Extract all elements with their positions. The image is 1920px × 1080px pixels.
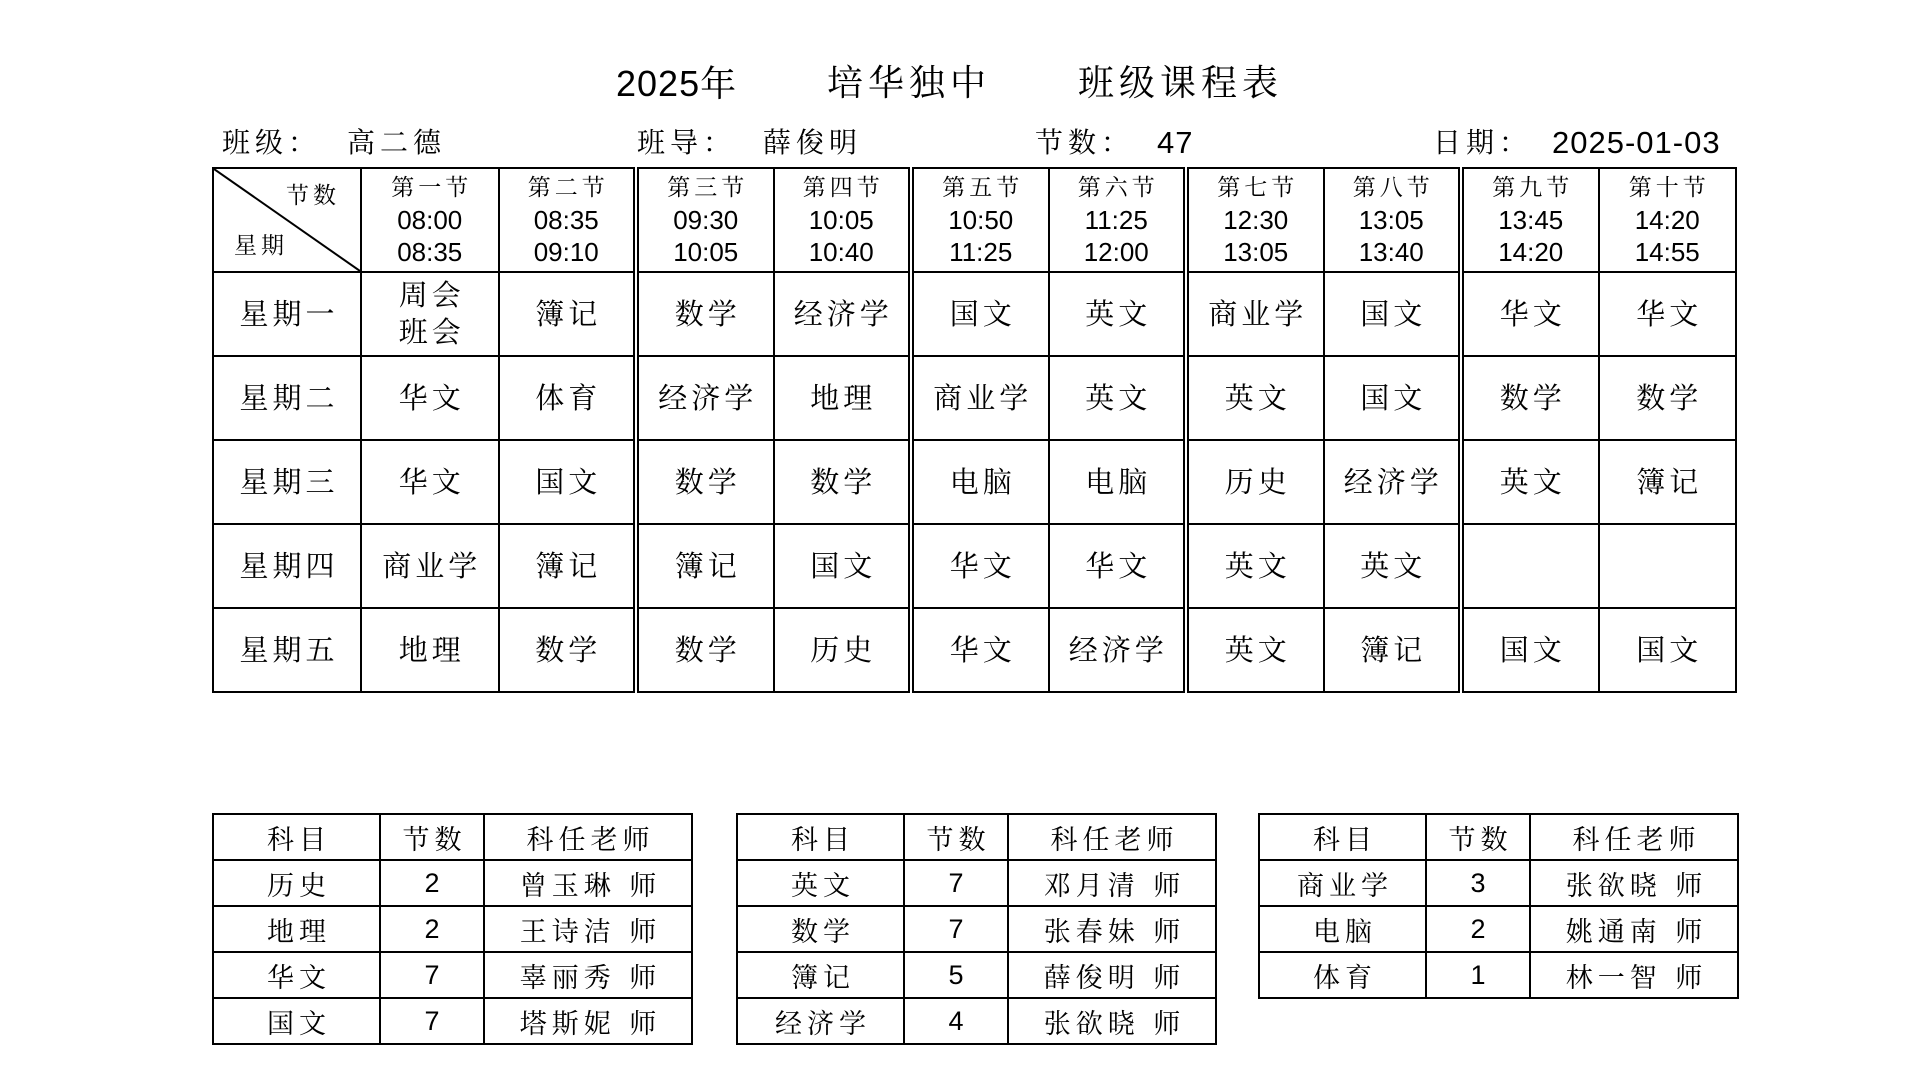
subject-table-row bbox=[213, 998, 692, 1044]
subject-cell: 经济学 bbox=[636, 356, 774, 440]
cell-teacher: 林一智 师 bbox=[1530, 952, 1738, 998]
subject-cell: 华文 bbox=[1049, 524, 1187, 608]
period-end-time: 13:40 bbox=[1358, 237, 1424, 267]
cell-subject: 体育 bbox=[1259, 952, 1426, 998]
period-header-9 bbox=[1461, 168, 1599, 272]
day-row bbox=[213, 356, 1736, 440]
header-periods: 节数 bbox=[904, 814, 1008, 860]
subject-table-row bbox=[1259, 860, 1738, 906]
cell-periods: 1 bbox=[1426, 952, 1530, 998]
subject-cell: 国文 bbox=[774, 524, 912, 608]
subject-cell: 数学 bbox=[774, 440, 912, 524]
subject-teacher-table bbox=[736, 813, 1217, 1045]
total-periods-value: 47 bbox=[1157, 125, 1194, 160]
title-school: 培华独中 bbox=[827, 63, 992, 104]
subject-table-row bbox=[213, 952, 692, 998]
subject-cell: 国文 bbox=[1599, 608, 1737, 692]
period-header-1 bbox=[361, 168, 499, 272]
period-start-time: 13:05 bbox=[1358, 205, 1424, 235]
cell-subject: 经济学 bbox=[737, 998, 904, 1044]
subject-cell: 簿记 bbox=[636, 524, 774, 608]
period-name: 第三节 bbox=[667, 175, 749, 201]
period-start-time: 08:00 bbox=[397, 205, 463, 235]
subject-table-header-row bbox=[213, 814, 692, 860]
day-label: 星期二 bbox=[213, 356, 361, 440]
subject-table-body bbox=[1259, 814, 1738, 998]
period-start-time: 14:20 bbox=[1634, 205, 1700, 235]
subject-table-header-row bbox=[737, 814, 1216, 860]
subject-cell: 华文 bbox=[361, 440, 499, 524]
cell-periods: 3 bbox=[1426, 860, 1530, 906]
subject-cell: 商业学 bbox=[911, 356, 1049, 440]
subject-cell: 历史 bbox=[1186, 440, 1324, 524]
day-label: 星期一 bbox=[213, 272, 361, 356]
cell-periods: 7 bbox=[904, 906, 1008, 952]
subject-cell: 数学 bbox=[636, 440, 774, 524]
date-value: 2025-01-03 bbox=[1552, 125, 1721, 160]
header-periods: 节数 bbox=[1426, 814, 1530, 860]
head-teacher-label: 班导： bbox=[637, 126, 737, 159]
day-row bbox=[213, 440, 1736, 524]
cell-subject: 簿记 bbox=[737, 952, 904, 998]
subject-cell: 电脑 bbox=[1049, 440, 1187, 524]
period-name: 第十节 bbox=[1628, 175, 1710, 201]
cell-subject: 商业学 bbox=[1259, 860, 1426, 906]
subject-cell: 数学 bbox=[636, 272, 774, 356]
cell-subject: 国文 bbox=[213, 998, 380, 1044]
timetable-body bbox=[213, 272, 1736, 692]
cell-subject: 华文 bbox=[213, 952, 380, 998]
subject-cell: 国文 bbox=[1324, 356, 1462, 440]
period-name: 第四节 bbox=[802, 175, 884, 201]
subject-table-body bbox=[737, 814, 1216, 1044]
subject-cell: 经济学 bbox=[774, 272, 912, 356]
subject-cell: 国文 bbox=[499, 440, 637, 524]
period-name: 第二节 bbox=[527, 175, 609, 201]
subject-cell bbox=[1599, 524, 1737, 608]
header-subject: 科目 bbox=[1259, 814, 1426, 860]
subject-cell: 英文 bbox=[1049, 356, 1187, 440]
subject-teacher-table bbox=[212, 813, 693, 1045]
class-label: 班级： bbox=[222, 126, 322, 159]
period-start-time: 12:30 bbox=[1223, 205, 1289, 235]
subject-table-row bbox=[737, 860, 1216, 906]
subject-cell: 数学 bbox=[1599, 356, 1737, 440]
subject-cell: 数学 bbox=[636, 608, 774, 692]
date-label: 日期： bbox=[1433, 126, 1533, 159]
period-start-time: 08:35 bbox=[533, 205, 599, 235]
period-name: 第八节 bbox=[1352, 175, 1434, 201]
cell-subject: 数学 bbox=[737, 906, 904, 952]
period-end-time: 14:20 bbox=[1498, 237, 1564, 267]
subject-cell: 地理 bbox=[774, 356, 912, 440]
subject-cell: 国文 bbox=[1461, 608, 1599, 692]
day-label: 星期五 bbox=[213, 608, 361, 692]
cell-teacher: 邓月清 师 bbox=[1008, 860, 1216, 906]
title-year: 2025年 bbox=[616, 63, 738, 104]
subject-table-row bbox=[1259, 952, 1738, 998]
cell-teacher: 塔斯妮 师 bbox=[484, 998, 692, 1044]
cell-periods: 7 bbox=[380, 998, 484, 1044]
cell-periods: 7 bbox=[904, 860, 1008, 906]
corner-periods-label: 节数 bbox=[286, 183, 340, 209]
period-header-7 bbox=[1186, 168, 1324, 272]
subject-cell: 地理 bbox=[361, 608, 499, 692]
subject-cell bbox=[1461, 524, 1599, 608]
subject-cell: 国文 bbox=[1324, 272, 1462, 356]
period-start-time: 10:50 bbox=[948, 205, 1014, 235]
cell-periods: 2 bbox=[380, 906, 484, 952]
period-start-time: 09:30 bbox=[673, 205, 739, 235]
period-name: 第五节 bbox=[942, 175, 1024, 201]
period-end-time: 12:00 bbox=[1083, 237, 1149, 267]
period-header-4 bbox=[774, 168, 912, 272]
cell-subject: 地理 bbox=[213, 906, 380, 952]
subject-cell: 簿记 bbox=[1324, 608, 1462, 692]
period-name: 第一节 bbox=[391, 175, 473, 201]
timetable bbox=[212, 167, 1737, 693]
cell-teacher: 张欲晓 师 bbox=[1008, 998, 1216, 1044]
subject-cell: 电脑 bbox=[911, 440, 1049, 524]
subject-cell: 华文 bbox=[911, 524, 1049, 608]
header-teacher: 科任老师 bbox=[484, 814, 692, 860]
subject-cell: 经济学 bbox=[1049, 608, 1187, 692]
cell-teacher: 张欲晓 师 bbox=[1530, 860, 1738, 906]
cell-teacher: 曾玉琳 师 bbox=[484, 860, 692, 906]
cell-subject: 电脑 bbox=[1259, 906, 1426, 952]
subject-cell: 华文 bbox=[1599, 272, 1737, 356]
corner-weekday-label: 星期 bbox=[234, 233, 288, 259]
subject-table-body bbox=[213, 814, 692, 1044]
period-header-6 bbox=[1049, 168, 1187, 272]
period-header-10 bbox=[1599, 168, 1737, 272]
subject-table-row bbox=[213, 906, 692, 952]
period-header-3 bbox=[636, 168, 774, 272]
cell-teacher: 姚通南 师 bbox=[1530, 906, 1738, 952]
day-row bbox=[213, 272, 1736, 356]
day-label: 星期三 bbox=[213, 440, 361, 524]
subject-cell: 商业学 bbox=[361, 524, 499, 608]
subject-cell: 经济学 bbox=[1324, 440, 1462, 524]
subject-cell: 数学 bbox=[499, 608, 637, 692]
cell-periods: 2 bbox=[1426, 906, 1530, 952]
subject-cell: 体育 bbox=[499, 356, 637, 440]
period-header-2 bbox=[499, 168, 637, 272]
subject-cell: 英文 bbox=[1324, 524, 1462, 608]
subject-cell: 簿记 bbox=[1599, 440, 1737, 524]
period-name: 第六节 bbox=[1077, 175, 1159, 201]
header-subject: 科目 bbox=[213, 814, 380, 860]
corner-cell bbox=[213, 168, 361, 272]
period-header-5 bbox=[911, 168, 1049, 272]
period-end-time: 13:05 bbox=[1223, 237, 1289, 267]
cell-subject: 历史 bbox=[213, 860, 380, 906]
subject-table-header-row bbox=[1259, 814, 1738, 860]
cell-periods: 7 bbox=[380, 952, 484, 998]
cell-periods: 5 bbox=[904, 952, 1008, 998]
header-subject: 科目 bbox=[737, 814, 904, 860]
cell-teacher: 王诗洁 师 bbox=[484, 906, 692, 952]
subject-cell: 英文 bbox=[1461, 440, 1599, 524]
subject-cell: 商业学 bbox=[1186, 272, 1324, 356]
subject-cell: 国文 bbox=[911, 272, 1049, 356]
cell-teacher: 薛俊明 师 bbox=[1008, 952, 1216, 998]
subject-cell: 英文 bbox=[1186, 524, 1324, 608]
cell-teacher: 张春妹 师 bbox=[1008, 906, 1216, 952]
subject-cell: 簿记 bbox=[499, 272, 637, 356]
header-teacher: 科任老师 bbox=[1530, 814, 1738, 860]
timetable-header-row bbox=[213, 168, 1736, 272]
period-end-time: 09:10 bbox=[533, 237, 599, 267]
period-end-time: 14:55 bbox=[1634, 237, 1700, 267]
title-document-name: 班级课程表 bbox=[1078, 63, 1284, 104]
period-start-time: 10:05 bbox=[808, 205, 874, 235]
subject-table-row bbox=[1259, 906, 1738, 952]
cell-subject: 英文 bbox=[737, 860, 904, 906]
cell-periods: 2 bbox=[380, 860, 484, 906]
period-end-time: 10:05 bbox=[673, 237, 739, 267]
subject-cell: 数学 bbox=[1461, 356, 1599, 440]
subject-cell: 华文 bbox=[361, 356, 499, 440]
subject-cell: 华文 bbox=[1461, 272, 1599, 356]
period-header-8 bbox=[1324, 168, 1462, 272]
subject-cell: 英文 bbox=[1186, 608, 1324, 692]
period-end-time: 11:25 bbox=[949, 237, 1013, 267]
cell-teacher: 辜丽秀 师 bbox=[484, 952, 692, 998]
subject-table-row bbox=[737, 998, 1216, 1044]
subject-cell: 英文 bbox=[1186, 356, 1324, 440]
subject-cell: 簿记 bbox=[499, 524, 637, 608]
header-teacher: 科任老师 bbox=[1008, 814, 1216, 860]
subject-table-row bbox=[737, 952, 1216, 998]
subject-table-row bbox=[737, 906, 1216, 952]
period-name: 第九节 bbox=[1492, 175, 1574, 201]
cell-periods: 4 bbox=[904, 998, 1008, 1044]
subject-teacher-table bbox=[1258, 813, 1739, 999]
period-start-time: 13:45 bbox=[1498, 205, 1564, 235]
total-periods-label: 节数： bbox=[1035, 126, 1135, 159]
day-label: 星期四 bbox=[213, 524, 361, 608]
subject-cell: 华文 bbox=[911, 608, 1049, 692]
period-end-time: 08:35 bbox=[397, 237, 463, 267]
header-periods: 节数 bbox=[380, 814, 484, 860]
subject-cell: 周会 班会 bbox=[361, 272, 499, 356]
head-teacher-value: 薛俊明 bbox=[763, 126, 863, 159]
class-value: 高二德 bbox=[347, 126, 447, 159]
period-end-time: 10:40 bbox=[808, 237, 874, 267]
day-row bbox=[213, 608, 1736, 692]
period-start-time: 11:25 bbox=[1084, 205, 1148, 235]
timetable-header bbox=[213, 168, 1736, 272]
day-row bbox=[213, 524, 1736, 608]
subject-table-row bbox=[213, 860, 692, 906]
subject-cell: 历史 bbox=[774, 608, 912, 692]
period-name: 第七节 bbox=[1217, 175, 1299, 201]
subject-cell: 英文 bbox=[1049, 272, 1187, 356]
